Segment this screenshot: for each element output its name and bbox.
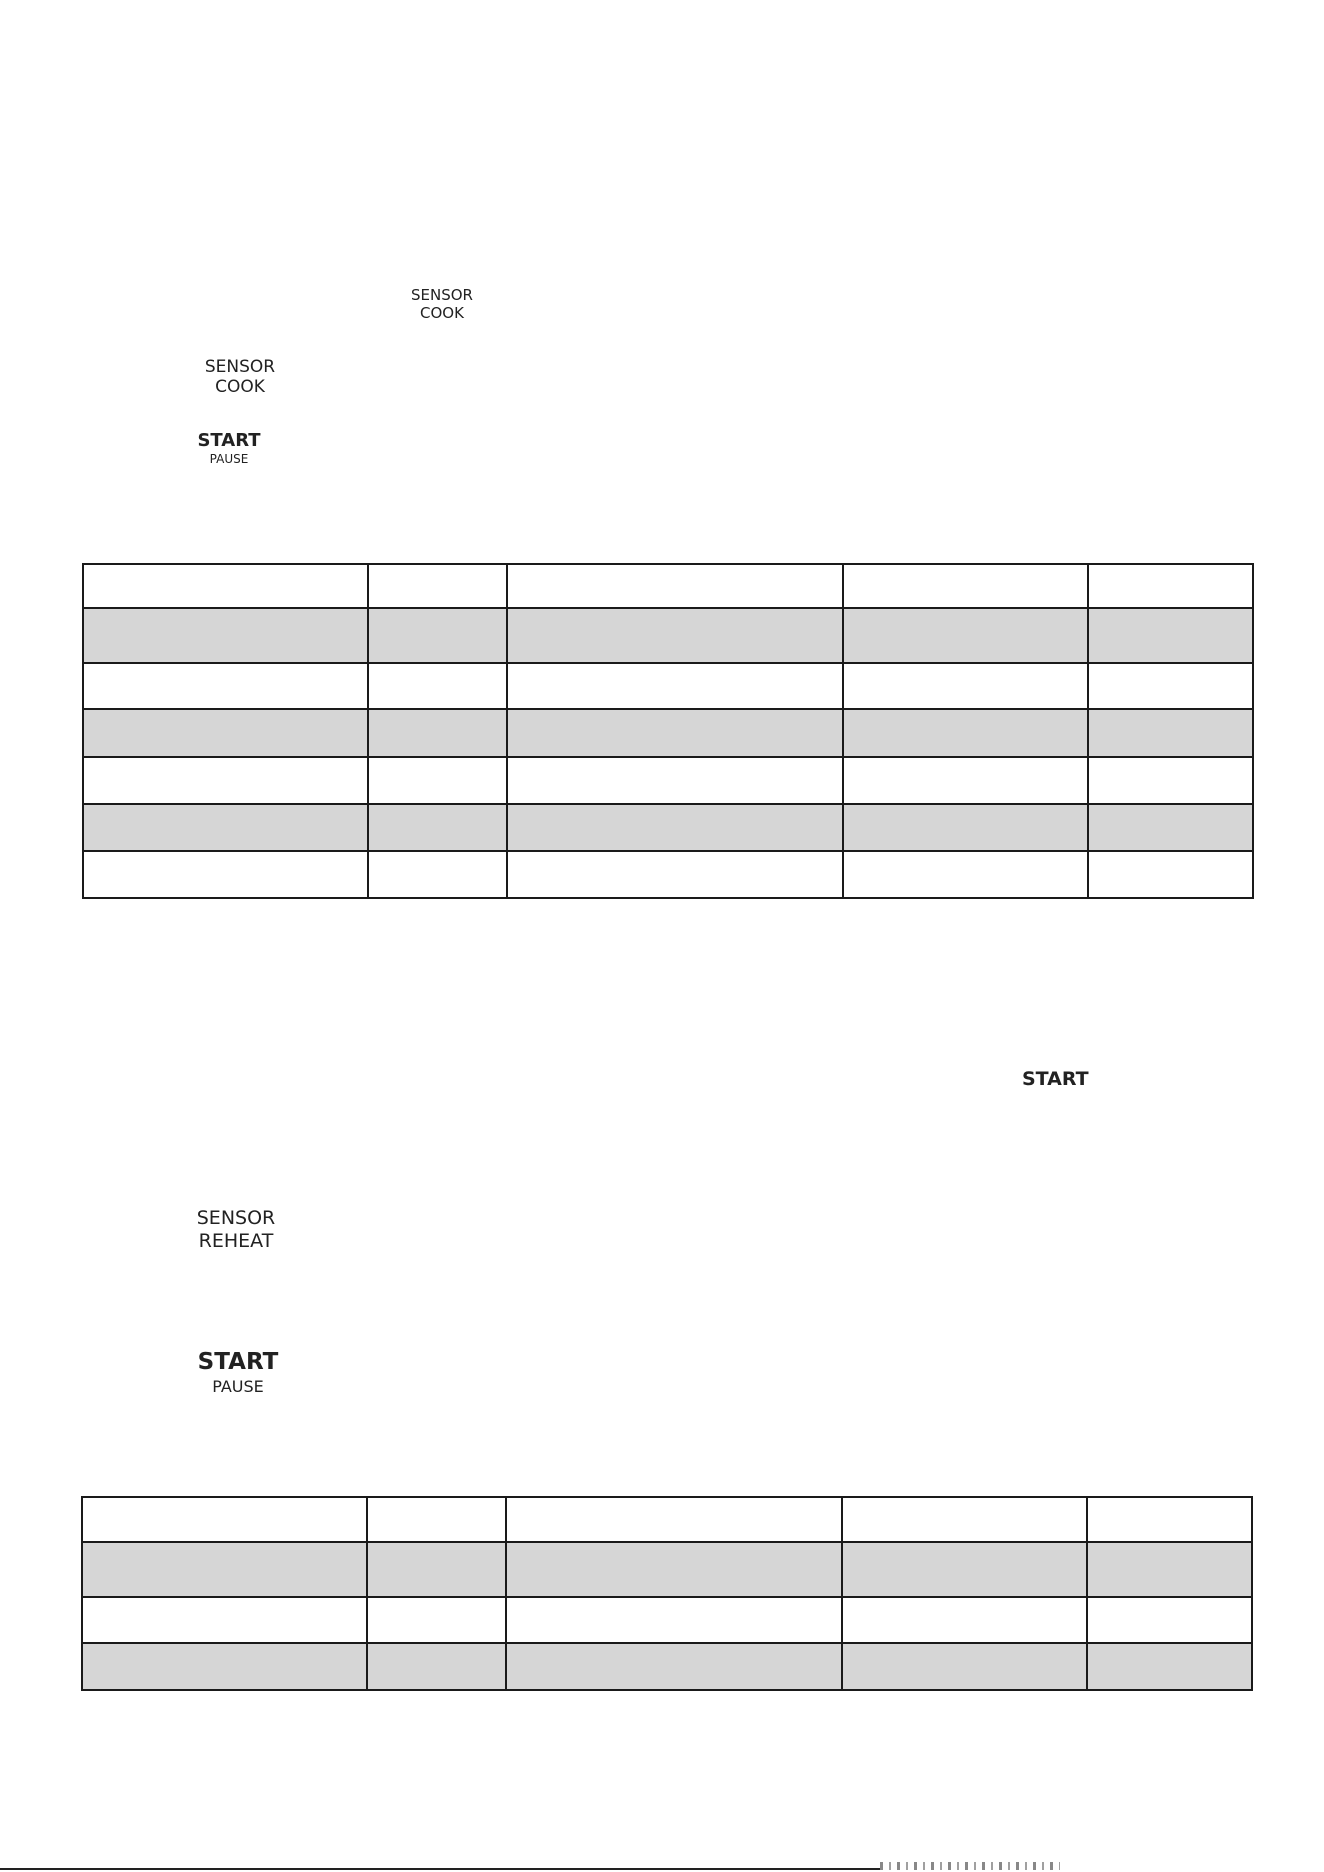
table-cell [367, 1643, 506, 1690]
table-cell [507, 663, 843, 709]
table-row [82, 1497, 1252, 1542]
table-cell [1088, 608, 1253, 663]
table-cell [842, 1497, 1087, 1542]
key-label-line: COOK [215, 377, 265, 398]
table-row [83, 564, 1253, 608]
table-cell [506, 1497, 842, 1542]
table-cell [368, 804, 507, 851]
table-cell [843, 663, 1088, 709]
table-row [83, 804, 1253, 851]
table-cell [368, 608, 507, 663]
table-cell [82, 1597, 367, 1643]
table-row [83, 663, 1253, 709]
table-cell [83, 757, 368, 804]
start-pause-key [197, 430, 260, 466]
table-cell [368, 709, 507, 757]
key-label-line: PAUSE [212, 1376, 264, 1396]
table-cell [507, 709, 843, 757]
table-row [83, 757, 1253, 804]
sensor-cook-key [205, 357, 275, 398]
table-cell [1088, 757, 1253, 804]
table-cell [842, 1643, 1087, 1690]
table-cell [507, 564, 843, 608]
table-cell [1088, 564, 1253, 608]
table-cell [1088, 709, 1253, 757]
sensor-cook-table [82, 563, 1254, 899]
table-row [82, 1643, 1252, 1690]
table-cell [83, 709, 368, 757]
table-cell [843, 804, 1088, 851]
table-cell [367, 1497, 506, 1542]
sensor-reheat-key [197, 1207, 276, 1253]
table-cell [1087, 1597, 1252, 1643]
table-row [83, 608, 1253, 663]
table-cell [507, 804, 843, 851]
table-cell [843, 564, 1088, 608]
sensor-reheat-table [81, 1496, 1253, 1691]
table-cell [1088, 804, 1253, 851]
table-cell [1088, 663, 1253, 709]
table-cell [843, 709, 1088, 757]
table-cell [843, 608, 1088, 663]
table-row [83, 851, 1253, 898]
table-cell [82, 1643, 367, 1690]
table-cell [1088, 851, 1253, 898]
table-cell [83, 804, 368, 851]
start-key-inline: START [1022, 1068, 1089, 1090]
table-cell [368, 663, 507, 709]
table-cell [367, 1542, 506, 1597]
sensor-cook-key-top [411, 286, 473, 322]
table-cell [83, 851, 368, 898]
table-cell [843, 757, 1088, 804]
key-label-line: COOK [420, 304, 464, 322]
table-cell [368, 757, 507, 804]
key-label-line: SENSOR [196, 1207, 276, 1229]
table-cell [1087, 1542, 1252, 1597]
key-label-line: PAUSE [209, 451, 249, 466]
table-cell [83, 564, 368, 608]
table-cell [367, 1597, 506, 1643]
table-row [82, 1597, 1252, 1643]
table-cell [507, 608, 843, 663]
table-row [83, 709, 1253, 757]
table-cell [506, 1597, 842, 1643]
table-cell [1087, 1497, 1252, 1542]
table-cell [82, 1497, 367, 1542]
table-cell [1087, 1643, 1252, 1690]
table-cell [83, 608, 368, 663]
table-cell [368, 851, 507, 898]
start-pause-key [198, 1349, 279, 1396]
table-cell [506, 1643, 842, 1690]
table-cell [842, 1597, 1087, 1643]
footer-marks [880, 1862, 1060, 1870]
table-cell [83, 663, 368, 709]
footer-rule [0, 1868, 880, 1870]
table-cell [368, 564, 507, 608]
key-label-line: REHEAT [198, 1229, 274, 1252]
key-label-line: SENSOR [204, 357, 276, 377]
table-cell [82, 1542, 367, 1597]
table-row [82, 1542, 1252, 1597]
table-cell [842, 1542, 1087, 1597]
table-cell [843, 851, 1088, 898]
table-cell [506, 1542, 842, 1597]
key-label-line: SENSOR [411, 286, 473, 304]
key-label-line: START [197, 430, 261, 451]
table-cell [507, 851, 843, 898]
table-cell [507, 757, 843, 804]
key-label-line: START [197, 1349, 279, 1375]
